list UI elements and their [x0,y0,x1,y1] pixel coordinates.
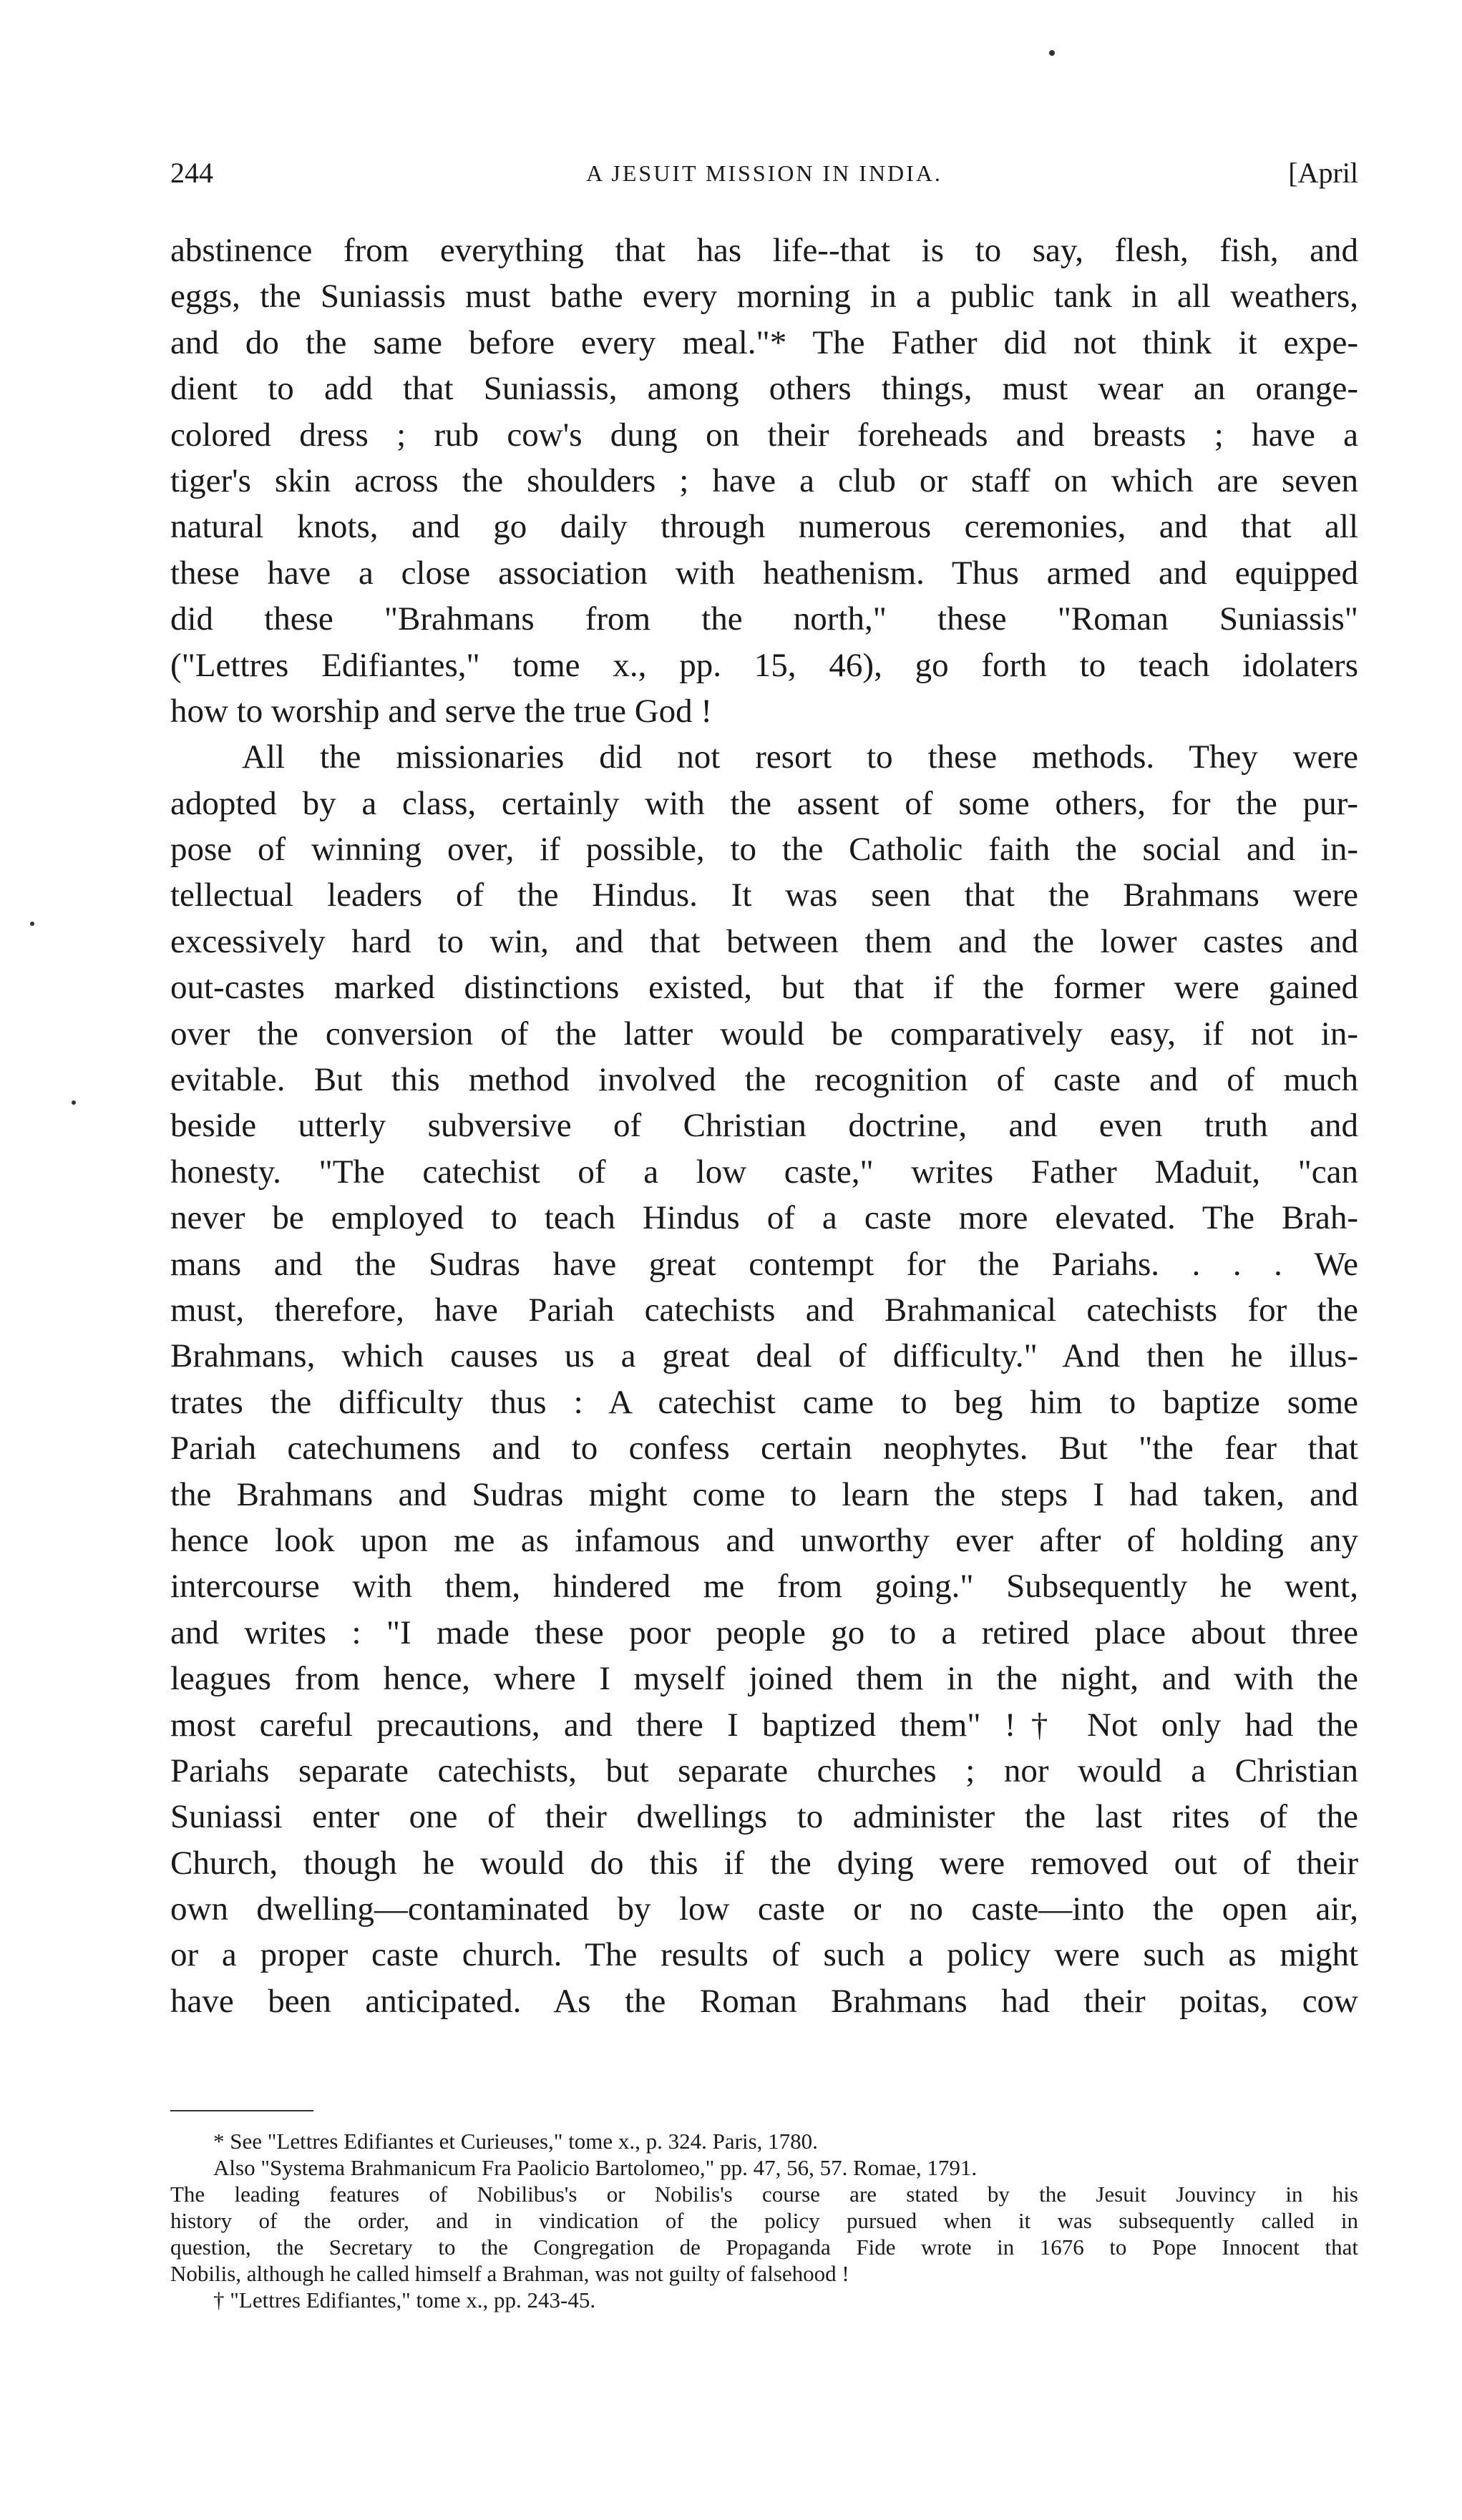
footnotes [170,2128,1358,2313]
text-line: hence look upon me as infamous and unworthy ever after of holding any [170,1521,1358,1559]
text-line: eggs, the Suniassis must bathe every morning in a public tank in all weathers, [170,278,1358,316]
text-line: adopted by a class, certainly with the assent of some others, for the pur- [170,784,1358,822]
scan-speck [72,1100,76,1105]
page-header [170,156,1358,199]
text-line: excessively hard to win, and that between them and the lower castes and [170,922,1358,960]
paragraph-start-line: All the missionaries did not resort to these methods. They were [242,738,1358,776]
text-line: did these "Brahmans from the north," these "Roman Suniassis" [170,600,1358,638]
text-line: abstinence from everything that has life--that is to say, flesh, fish, and [170,232,1358,269]
text-line: ("Lettres Edifiantes," tome x., pp. 15, 46), go forth to teach idolaters [170,646,1358,684]
text-line: or a proper caste church. The results of such a policy were such as might [170,1936,1358,1974]
text-line: the Brahmans and Sudras might come to learn the steps I had taken, and [170,1475,1358,1513]
scan-speck [1049,50,1055,56]
text-line: beside utterly subversive of Christian doctrine, and even truth and [170,1107,1358,1145]
scan-speck [30,922,34,926]
text-line: Brahmans, which causes us a great deal of difficulty." And then he illus- [170,1337,1358,1375]
text-line: pose of winning over, if possible, to the Catholic faith the social and in- [170,831,1358,869]
text-line: Church, though he would do this if the dying were removed out of their [170,1844,1358,1882]
text-line: over the conversion of the latter would be comparatively easy, if not in- [170,1015,1358,1053]
text-line: have been anticipated. As the Roman Brahmans had their poitas, cow [170,1982,1358,2020]
text-line: mans and the Sudras have great contempt for the Pariahs. . . . We [170,1245,1358,1283]
text-line: tiger's skin across the shoulders ; have a club or staff on which are seven [170,461,1358,499]
footnote-line: The leading features of Nobilibus's or Nobilis's course are stated by the Jesuit Jouvincy in his [170,2182,1358,2207]
footnote-line: Also "Systema Brahmanicum Fra Paolicio Bartolomeo," pp. 47, 56, 57. Romae, 1791. [213,2155,978,2180]
text-line: out-castes marked distinctions existed, but that if the former were gained [170,969,1358,1007]
text-line: trates the difficulty thus : A catechist came to beg him to baptize some [170,1383,1358,1421]
body-text [170,228,1358,2024]
footnote-line: † "Lettres Edifiantes," tome x., pp. 243-45. [213,2287,596,2313]
text-line: how to worship and serve the true God ! [170,692,713,730]
text-line: own dwelling—contaminated by low caste or no caste—into the open air, [170,1890,1358,1928]
footnote-line: Nobilis, although he called himself a Brahman, was not guilty of falsehood ! [170,2261,849,2286]
footnote-rule [170,2110,313,2111]
text-line: colored dress ; rub cow's dung on their foreheads and breasts ; have a [170,416,1358,454]
text-line: these have a close association with heathenism. Thus armed and equipped [170,554,1358,592]
text-line: must, therefore, have Pariah catechists and Brahmanical catechists for the [170,1291,1358,1329]
text-line: Pariahs separate catechists, but separate churches ; nor would a Christian [170,1752,1358,1789]
text-line: and writes : "I made these poor people go to a retired place about three [170,1613,1358,1651]
text-line: natural knots, and go daily through numerous ceremonies, and that all [170,508,1358,546]
footnote-line: * See "Lettres Edifiantes et Curieuses," tome x., p. 324. Paris, 1780. [213,2129,818,2154]
text-line: never be employed to teach Hindus of a caste more elevated. The Brah- [170,1199,1358,1237]
text-line: evitable. But this method involved the recognition of caste and of much [170,1061,1358,1099]
text-line: intercourse with them, hindered me from going." Subsequently he went, [170,1568,1358,1606]
text-line: and do the same before every meal."* The Father did not think it expe- [170,323,1358,361]
page-number: 244 [170,157,213,189]
text-line: honesty. "The catechist of a low caste," writes Father Maduit, "can [170,1153,1358,1191]
text-line: leagues from hence, where I myself joined them in the night, and with the [170,1660,1358,1698]
footnote-line: history of the order, and in vindication of the policy pursued when it was subsequently called in [170,2208,1358,2233]
footnote-line: question, the Secretary to the Congregation de Propaganda Fide wrote in 1676 to Pope Innocent that [170,2235,1358,2260]
text-line: tellectual leaders of the Hindus. It was seen that the Brahmans were [170,876,1358,914]
text-line: most careful precautions, and there I baptized them" !† Not only had the [170,1706,1358,1744]
header-month: [April [1288,157,1358,189]
text-line: Suniassi enter one of their dwellings to administer the last rites of the [170,1798,1358,1836]
running-title: A JESUIT MISSION IN INDIA. [586,160,942,186]
text-line: Pariah catechumens and to confess certain neophytes. But "the fear that [170,1430,1358,1467]
text-line: dient to add that Suniassis, among others things, must wear an orange- [170,370,1358,408]
